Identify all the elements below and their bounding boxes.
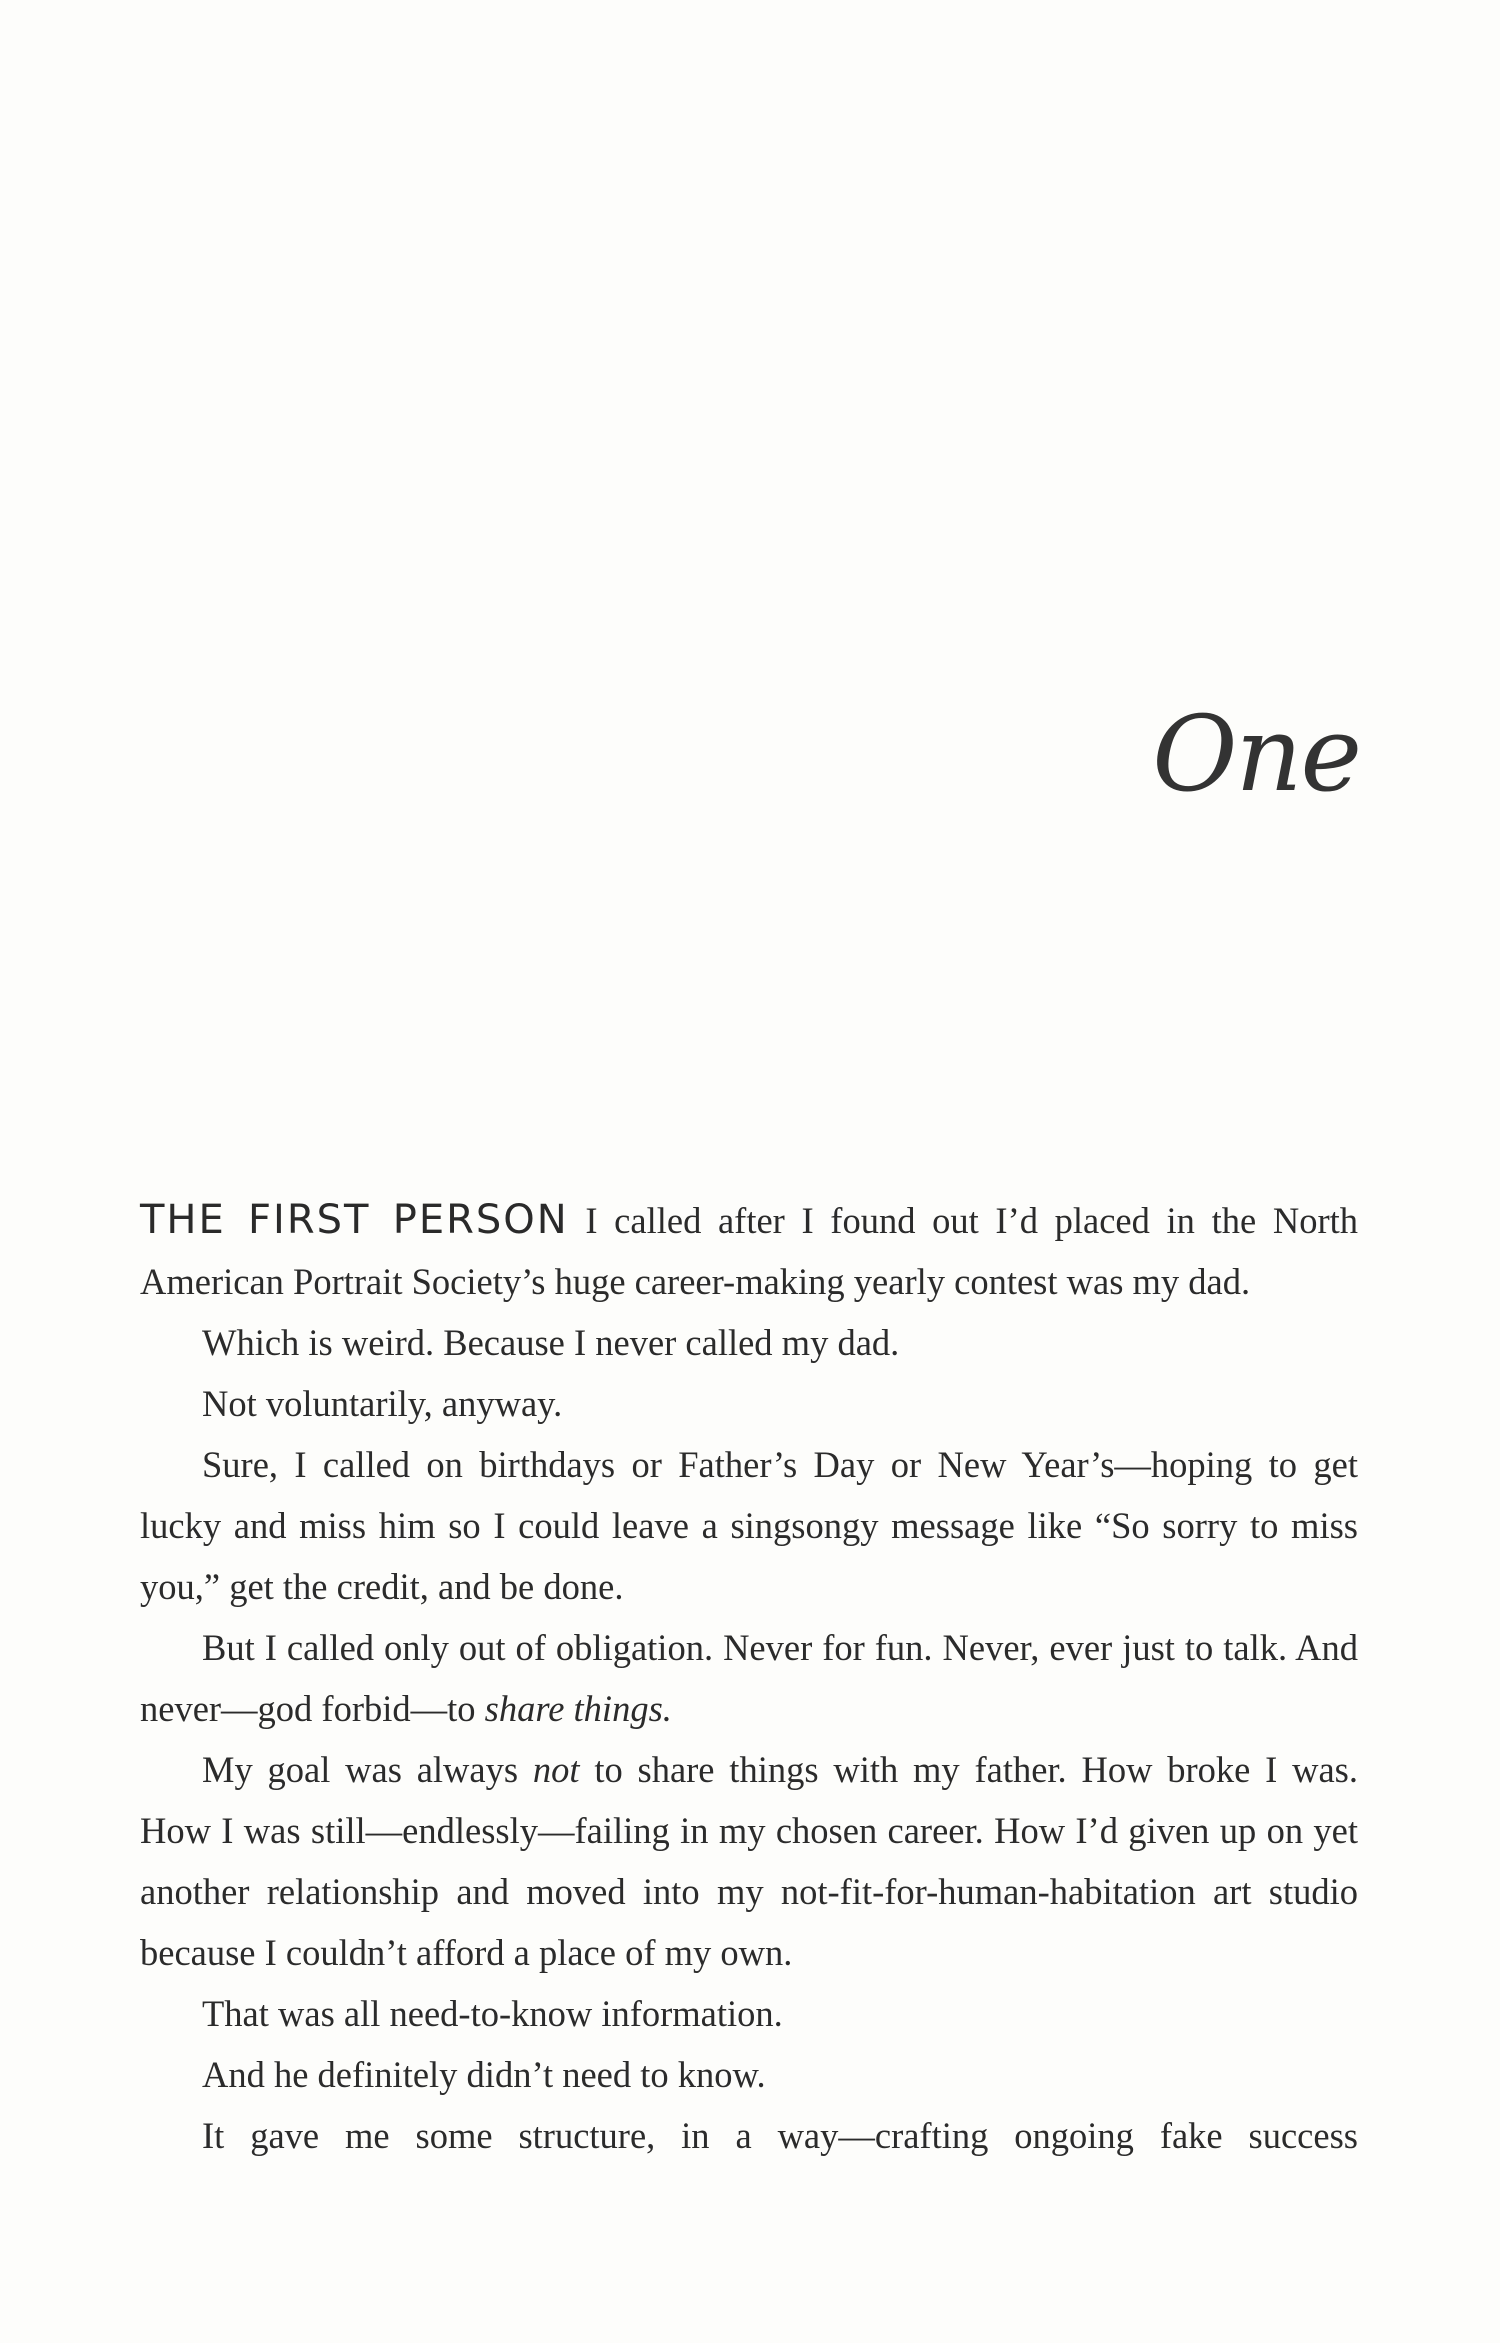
paragraph-5	[140, 1617, 1358, 1739]
paragraph-9: It gave me some structure, in a way—crafting ongoing fake success	[202, 2115, 1358, 2156]
paragraph-6	[140, 1739, 1358, 1983]
paragraph-7: That was all need-to-know information.	[202, 1993, 783, 2034]
paragraph-1-text: I called after I found out I’d placed in the North American Portrait Society’s huge career-making yearly contest was my dad.	[140, 1200, 1359, 1302]
paragraph-2: Which is weird. Because I never called my dad.	[202, 1322, 900, 1363]
paragraph-1	[140, 1190, 1358, 1312]
paragraph-5-emphasis: share things.	[484, 1688, 672, 1729]
paragraph-4: Sure, I called on birthdays or Father’s Day or New Year’s—hoping to get lucky and miss him so I could leave a singsongy message like “So sorry to miss you,” get the credit, and be done.	[140, 1444, 1358, 1607]
lead-in-small-caps: THE FIRST PERSON	[140, 1197, 569, 1243]
paragraph-6-after: to share things with my father. How broke I was. How I was still—endlessly—failing in my chosen career. How I’d given up on yet another relationship and moved into my not-fit-for-human-habitation art studio because I couldn’t afford a place of my own.	[140, 1749, 1358, 1973]
paragraph-6-emphasis: not	[532, 1749, 580, 1790]
body-text	[140, 1190, 1358, 2166]
paragraph-3: Not voluntarily, anyway.	[202, 1383, 563, 1424]
paragraph-5-text: But I called only out of obligation. Never for fun. Never, ever just to talk. And never—god forbid—to	[140, 1627, 1358, 1729]
paragraph-6-text: My goal was always	[202, 1749, 533, 1790]
paragraph-8: And he definitely didn’t need to know.	[202, 2054, 766, 2095]
chapter-title: One	[1152, 693, 1360, 815]
